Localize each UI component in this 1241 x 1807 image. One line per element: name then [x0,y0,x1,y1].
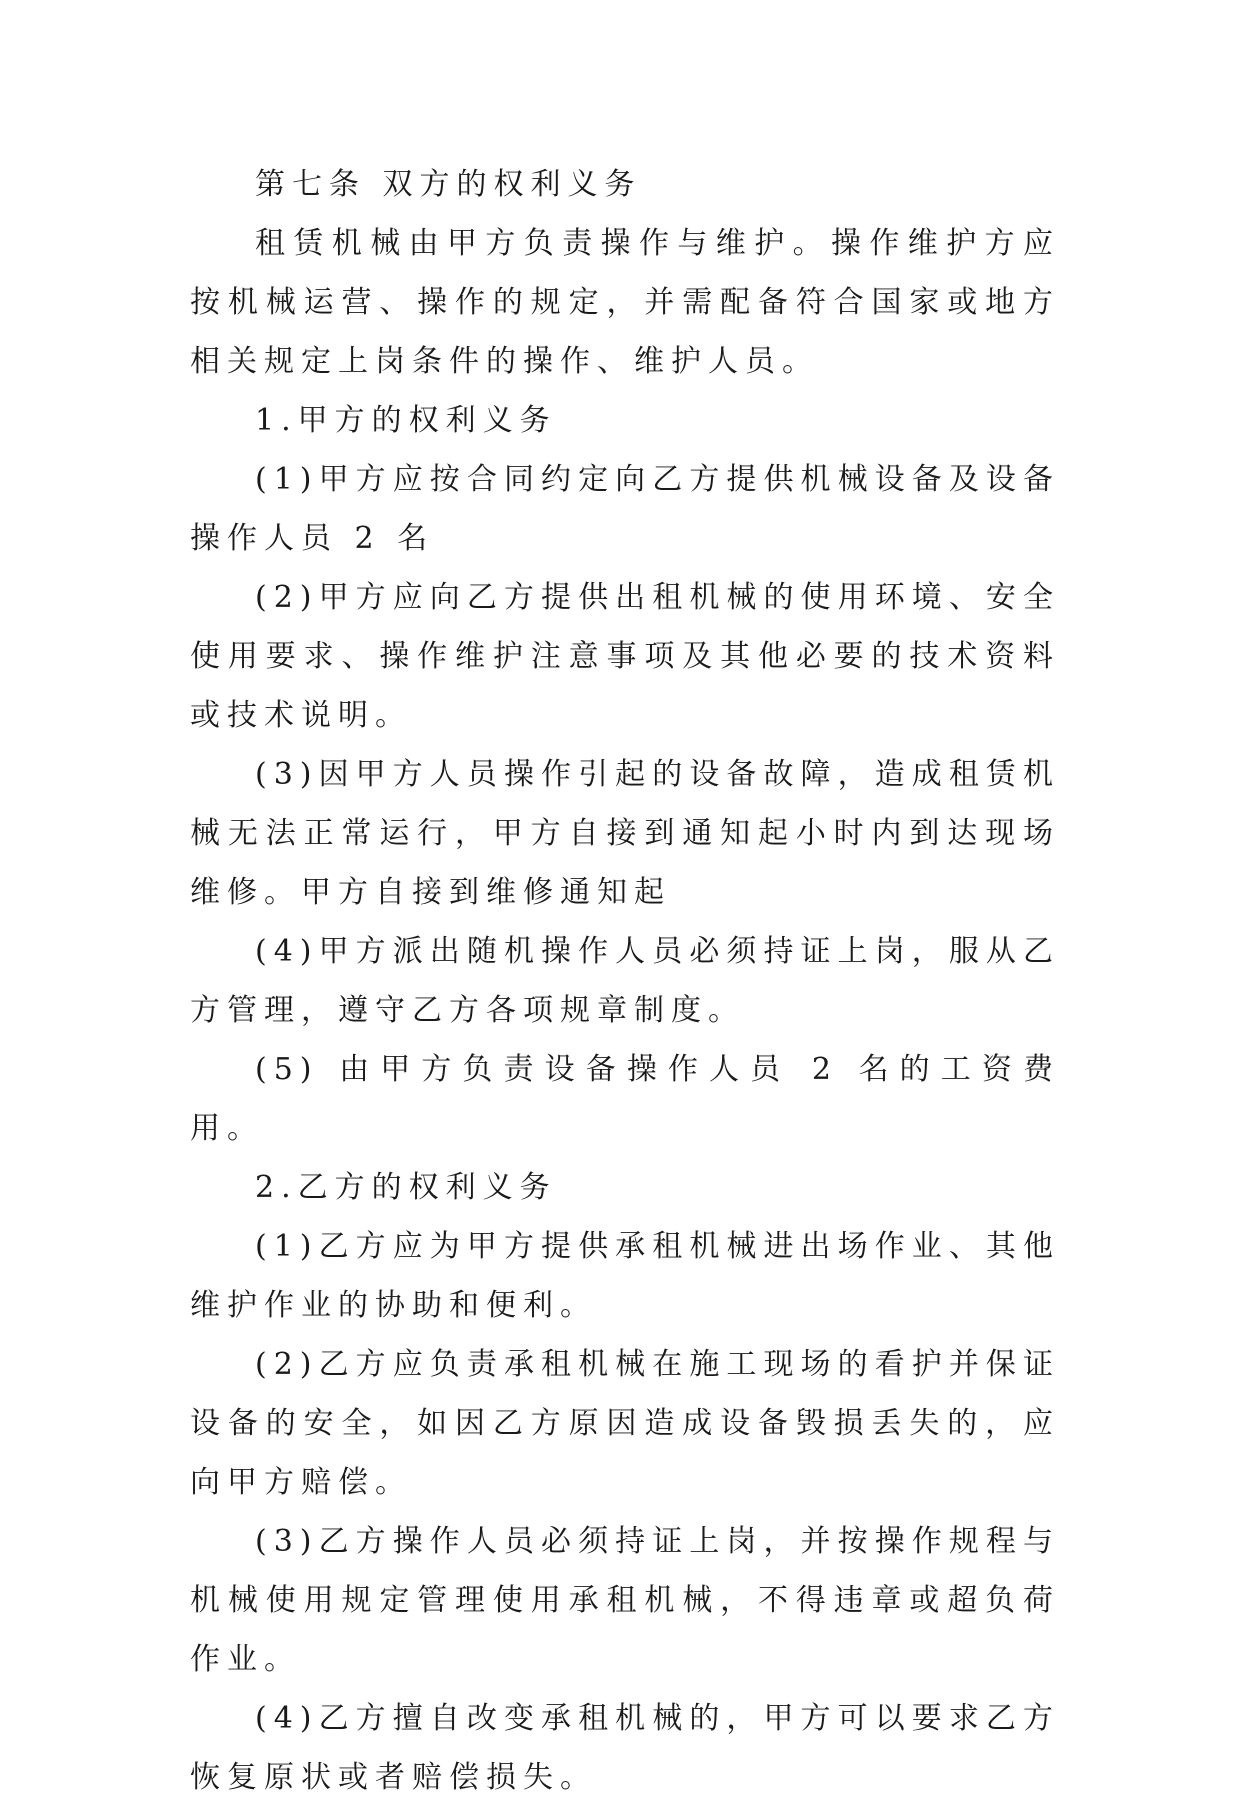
intro-paragraph: 租赁机械由甲方负责操作与维护。操作维护方应按机械运营、操作的规定，并需配备符合国家或地方相关规定上岗条件的操作、维护人员。 [190,226,1060,379]
document-body [190,155,1060,1807]
party-a-clause-4: (4)甲方派出随机操作人员必须持证上岗，服从乙方管理，遵守乙方各项规章制度。 [190,934,1060,1028]
article-heading: 第七条 双方的权利义务 [255,167,642,202]
party-b-clause-1: (1)乙方应为甲方提供承租机械进出场作业、其他维护作业的协助和便利。 [190,1229,1060,1323]
party-b-clause-3: (3)乙方操作人员必须持证上岗，并按操作规程与机械使用规定管理使用承租机械，不得违章或超负荷作业。 [190,1524,1060,1677]
party-a-clause-2: (2)甲方应向乙方提供出租机械的使用环境、安全使用要求、操作维护注意事项及其他必要的技术资料或技术说明。 [190,580,1060,733]
party-a-clause-5: (5) 由甲方负责设备操作人员 2 名的工资费用。 [190,1052,1060,1146]
party-a-clause-1: (1)甲方应按合同约定向乙方提供机械设备及设备操作人员 2 名 [190,462,1060,556]
section-heading-party-a: 1.甲方的权利义务 [255,403,557,438]
party-b-clause-4: (4)乙方擅自改变承租机械的，甲方可以要求乙方恢复原状或者赔偿损失。 [190,1701,1060,1795]
party-a-clause-3: (3)因甲方人员操作引起的设备故障，造成租赁机械无法正常运行，甲方自接到通知起小时内到达现场维修。甲方自接到维修通知起 [190,757,1060,910]
party-b-clause-2: (2)乙方应负责承租机械在施工现场的看护并保证设备的安全，如因乙方原因造成设备毁损丢失的，应向甲方赔偿。 [190,1347,1060,1500]
section-heading-party-b: 2.乙方的权利义务 [255,1170,557,1205]
